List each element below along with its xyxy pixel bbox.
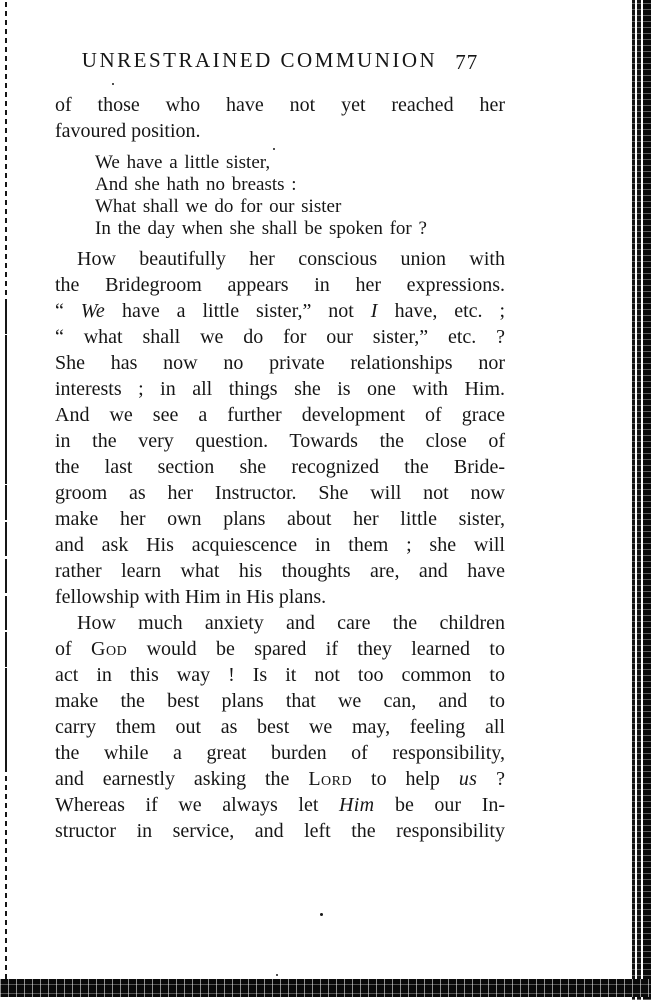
text-line: And we see a further development of grace bbox=[55, 404, 505, 426]
poem-quote bbox=[95, 152, 505, 240]
text-line: We have a little sister, bbox=[95, 152, 271, 173]
text-line: make her own plans about her little sister, bbox=[55, 508, 505, 530]
text-line: rather learn what his thoughts are, and have bbox=[55, 560, 505, 582]
text-line: She has now no private relationships nor bbox=[55, 352, 505, 374]
text-line: carry them out as best we may, feeling all bbox=[55, 716, 505, 738]
text-line: “ We have a little sister,” not I have, etc. ; bbox=[55, 300, 505, 322]
paragraph-1 bbox=[55, 246, 505, 610]
scan-artifact-bottom-band bbox=[0, 979, 651, 997]
page-content bbox=[55, 0, 505, 844]
scan-artifact-right-binding-band bbox=[630, 0, 651, 1000]
scan-speck bbox=[320, 913, 323, 916]
text-line: “ what shall we do for our sister,” etc. ? bbox=[55, 326, 505, 348]
text-line: Whereas if we always let Him be our In- bbox=[55, 794, 506, 816]
page-title: UNRESTRAINED COMMUNION bbox=[81, 48, 438, 72]
text-line: How much anxiety and care the children bbox=[77, 612, 505, 634]
scan-artifact-left-solid-line bbox=[5, 300, 7, 770]
opening-paragraph bbox=[55, 92, 505, 144]
text-line: the Bridegroom appears in her expressions. bbox=[55, 274, 505, 296]
text-line: favoured position. bbox=[55, 120, 201, 142]
page-number: 77 bbox=[455, 50, 479, 74]
text-line: of God would be spared if they learned to bbox=[55, 638, 505, 660]
text-line: and earnestly asking the Lord to help us ? bbox=[55, 768, 505, 790]
running-header bbox=[55, 46, 505, 74]
text-line: structor in service, and left the responsibility bbox=[55, 820, 505, 842]
text-line: interests ; in all things she is one with Him. bbox=[55, 378, 505, 400]
scan-speck bbox=[276, 974, 278, 976]
text-line: the while a great burden of responsibility, bbox=[55, 742, 505, 764]
text-line: make the best plans that we can, and to bbox=[55, 690, 505, 712]
paragraph-2 bbox=[55, 610, 505, 844]
text-line: groom as her Instructor. She will not now bbox=[55, 482, 505, 504]
text-line: What shall we do for our sister bbox=[95, 196, 342, 217]
text-line: the last section she recognized the Bride- bbox=[55, 456, 505, 478]
text-line: act in this way ! Is it not too common to bbox=[55, 664, 505, 686]
text-line: of those who have not yet reached her bbox=[55, 94, 505, 116]
text-line: fellowship with Him in His plans. bbox=[55, 586, 327, 608]
text-line: in the very question. Towards the close of bbox=[55, 430, 505, 452]
text-line: In the day when she shall be spoken for ? bbox=[95, 218, 427, 239]
text-line: And she hath no breasts : bbox=[95, 174, 297, 195]
text-line: and ask His acquiescence in them ; she will bbox=[55, 534, 505, 556]
text-line: How beautifully her conscious union with bbox=[77, 248, 505, 270]
